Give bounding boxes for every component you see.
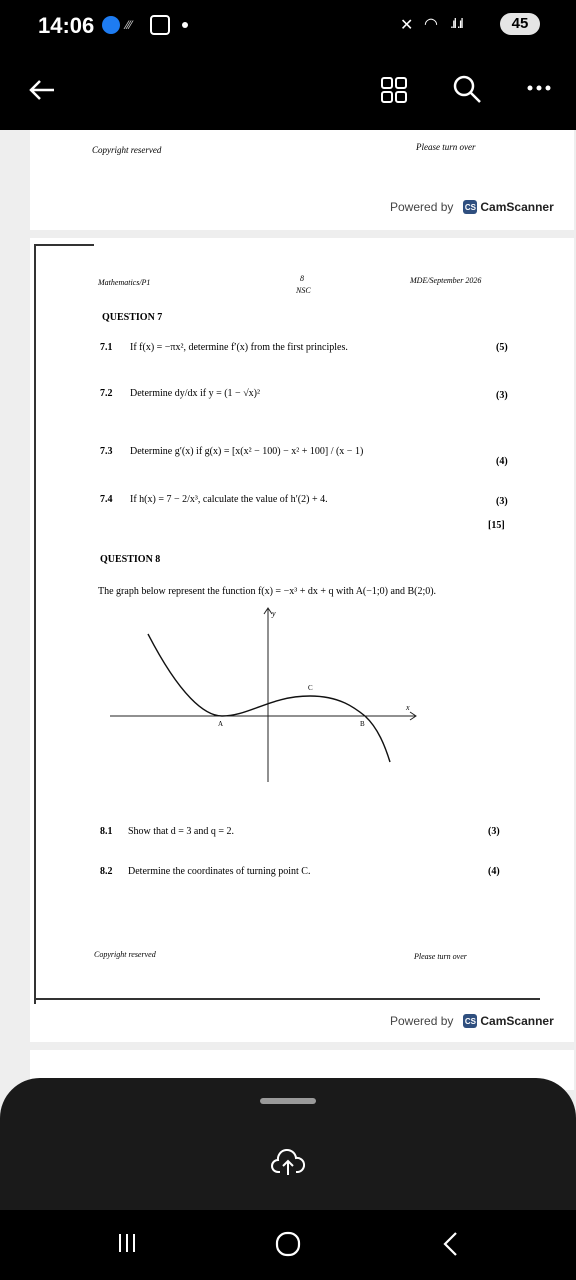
- q8-intro: The graph below represent the function f(x) = −x³ + dx + q with A(−1;0) and B(2;0).: [98, 586, 437, 597]
- cloud-upload-icon[interactable]: [271, 1148, 305, 1176]
- powered-by-badge: [390, 200, 554, 214]
- page-edge-bottom: [34, 998, 540, 1000]
- back-chevron-icon[interactable]: [440, 1230, 460, 1258]
- powered-by-badge-main: [390, 1014, 554, 1028]
- point-b-label: B: [360, 720, 365, 728]
- signal-strength-icon: ⁄⁄⁄: [126, 18, 133, 32]
- grid-icon[interactable]: [380, 76, 408, 104]
- search-icon[interactable]: [452, 74, 482, 104]
- q8-title: QUESTION 8: [100, 554, 161, 565]
- point-a-label: A: [218, 720, 224, 728]
- function-curve: [148, 634, 390, 762]
- camscanner-brand-main: CamScanner: [480, 1014, 554, 1028]
- graph-x-label: x: [406, 703, 410, 712]
- header-left: Mathematics/P1: [98, 278, 151, 287]
- q71-marks: (5): [496, 342, 508, 353]
- point-c-label: C: [308, 684, 313, 692]
- q7-total: [15]: [488, 520, 505, 531]
- page-main-left-footer: Copyright reserved: [94, 950, 156, 959]
- status-bar: [0, 0, 576, 52]
- camscanner-logo-icon: CS: [463, 200, 477, 214]
- messenger-icon: [102, 16, 120, 34]
- q81-text: Show that d = 3 and q = 2.: [128, 826, 234, 837]
- arrow-left-icon[interactable]: [28, 78, 56, 102]
- cell-signal-icon: .ıl .ıl: [450, 15, 462, 31]
- battery-icon: [500, 13, 540, 35]
- header-right: MDE/September 2026: [410, 276, 482, 285]
- page-main: [30, 238, 574, 1042]
- q72-marks: (3): [496, 390, 508, 401]
- q73-marks: (4): [496, 456, 508, 467]
- q7-title: QUESTION 7: [102, 312, 163, 323]
- notification-dot-icon: [182, 22, 188, 28]
- q74-number: 7.4: [100, 494, 113, 505]
- wifi-icon: ◠: [424, 16, 438, 33]
- q71-text: If f(x) = −πx², determine f′(x) from the first principles.: [130, 342, 348, 353]
- q81-number: 8.1: [100, 826, 113, 837]
- page-top-left-footer: Copyright reserved: [92, 145, 162, 155]
- mute-icon: ✕: [400, 17, 414, 34]
- clock: 14:06: [38, 13, 95, 38]
- powered-by-label-main: Powered by: [390, 1014, 454, 1028]
- q82-marks: (4): [488, 866, 500, 877]
- sheet-drag-handle[interactable]: [260, 1098, 316, 1104]
- battery-level: 45: [511, 15, 529, 32]
- page-edge-top: [34, 244, 94, 246]
- powered-by-label: Powered by: [390, 200, 454, 214]
- screenshot-icon: [150, 15, 170, 35]
- page-top-right-footer: Please turn over: [416, 142, 476, 152]
- camscanner-logo-icon: CS: [463, 1014, 477, 1028]
- page-main-right-footer: Please turn over: [414, 952, 467, 961]
- navigation-bar: [0, 1210, 576, 1280]
- q71-number: 7.1: [100, 342, 113, 353]
- q82-number: 8.2: [100, 866, 113, 877]
- bottom-sheet[interactable]: [0, 1078, 576, 1210]
- home-icon[interactable]: [274, 1230, 302, 1258]
- q82-text: Determine the coordinates of turning point C.: [128, 866, 311, 877]
- page-edge-left: [34, 244, 36, 1004]
- graph-y-label: y: [272, 609, 276, 618]
- header-page-number: 8: [300, 274, 304, 283]
- q73-text: Determine g′(x) if g(x) = [x(x² − 100) − x² + 100] / (x − 1): [130, 446, 364, 457]
- q74-text: If h(x) = 7 − 2/x³, calculate the value of h′(2) + 4.: [130, 494, 328, 505]
- more-vertical-icon[interactable]: [526, 84, 552, 92]
- q81-marks: (3): [488, 826, 500, 837]
- q73-number: 7.3: [100, 446, 113, 457]
- q72-text: Determine dy/dx if y = (1 − √x)²: [130, 388, 261, 399]
- camscanner-brand: CamScanner: [480, 200, 554, 214]
- q72-number: 7.2: [100, 388, 113, 399]
- header-mid: NSC: [296, 286, 311, 295]
- q74-marks: (3): [496, 496, 508, 507]
- page-top: [30, 130, 574, 230]
- recent-apps-icon[interactable]: [116, 1232, 138, 1254]
- cubic-graph: [110, 606, 430, 782]
- app-bar: [0, 52, 576, 130]
